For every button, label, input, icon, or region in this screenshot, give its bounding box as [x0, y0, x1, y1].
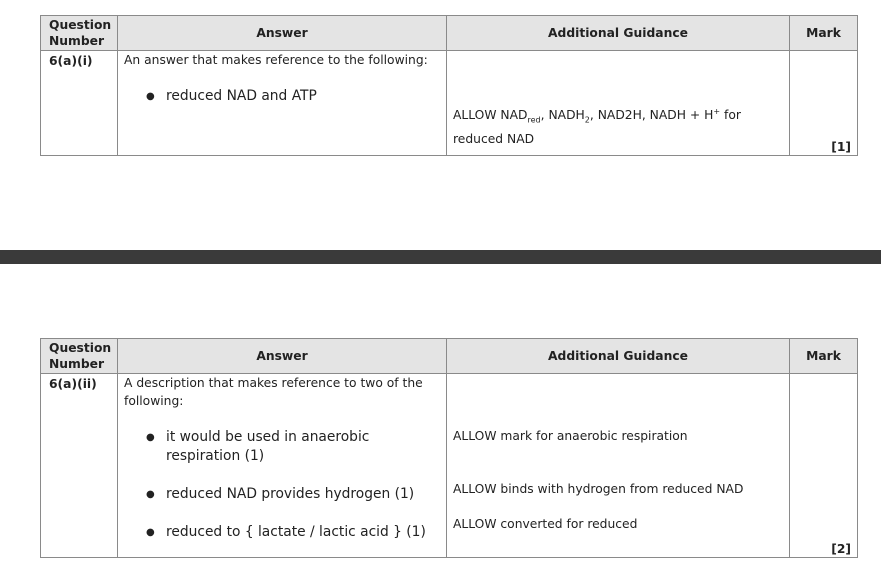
mark-value: [1] [831, 140, 851, 154]
answer-cell [118, 374, 447, 558]
mark-scheme-table-1 [40, 15, 858, 156]
mark-cell [790, 374, 858, 558]
question-number: 6(a)(i) [49, 54, 93, 68]
header-answer: Answer [118, 16, 447, 51]
question-number: 6(a)(ii) [49, 377, 97, 391]
header-mark: Mark [790, 16, 858, 51]
question-number-cell [41, 51, 118, 156]
bullet-text: reduced NAD provides hydrogen (1) [166, 486, 415, 502]
answer-row [41, 51, 858, 156]
bullet-dot: ● [146, 91, 155, 102]
guidance-suffix: for reduced NAD [453, 108, 741, 146]
bullet-text: reduced NAD and ATP [166, 88, 317, 104]
header-row [41, 339, 858, 374]
guidance-text [453, 103, 788, 148]
guidance-superscript-plus: + [713, 107, 721, 116]
guidance-text: ALLOW mark for anaerobic respiration [453, 429, 688, 443]
header-mark: Mark [790, 339, 858, 374]
guidance-mid1: , NADH [540, 108, 585, 123]
mark-cell [790, 51, 858, 156]
guidance-prefix: ALLOW NAD [453, 108, 528, 123]
guidance-text: ALLOW binds with hydrogen from reduced NAD [453, 482, 744, 496]
mark-value: [2] [831, 542, 851, 556]
answer-intro: A description that makes reference to two of the following: [124, 376, 423, 408]
header-question-number: Question Number [41, 16, 118, 51]
page-divider [0, 250, 881, 264]
header-guidance: Additional Guidance [447, 339, 790, 374]
guidance-subscript-2: 2 [584, 115, 590, 125]
header-question-number: Question Number [41, 339, 118, 374]
mark-scheme-table-2 [40, 338, 858, 558]
question-number-cell [41, 374, 118, 558]
guidance-cell [447, 51, 790, 156]
bullet-text: reduced to { lactate / lactic acid } (1) [166, 524, 426, 540]
guidance-mid2: , NAD2H, NADH + H [589, 108, 714, 123]
guidance-subscript-red: red [527, 115, 541, 125]
header-answer: Answer [118, 339, 447, 374]
bullet-dot: ● [146, 489, 155, 500]
answer-intro: An answer that makes reference to the following: [124, 53, 428, 67]
answer-row [41, 374, 858, 558]
guidance-text: ALLOW converted for reduced [453, 517, 638, 531]
guidance-cell [447, 374, 790, 558]
header-guidance: Additional Guidance [447, 16, 790, 51]
answer-cell [118, 51, 447, 156]
bullet-dot: ● [146, 432, 155, 443]
header-row [41, 16, 858, 51]
bullet-text: it would be used in anaerobic respiration (1) [166, 429, 370, 464]
bullet-dot: ● [146, 527, 155, 538]
